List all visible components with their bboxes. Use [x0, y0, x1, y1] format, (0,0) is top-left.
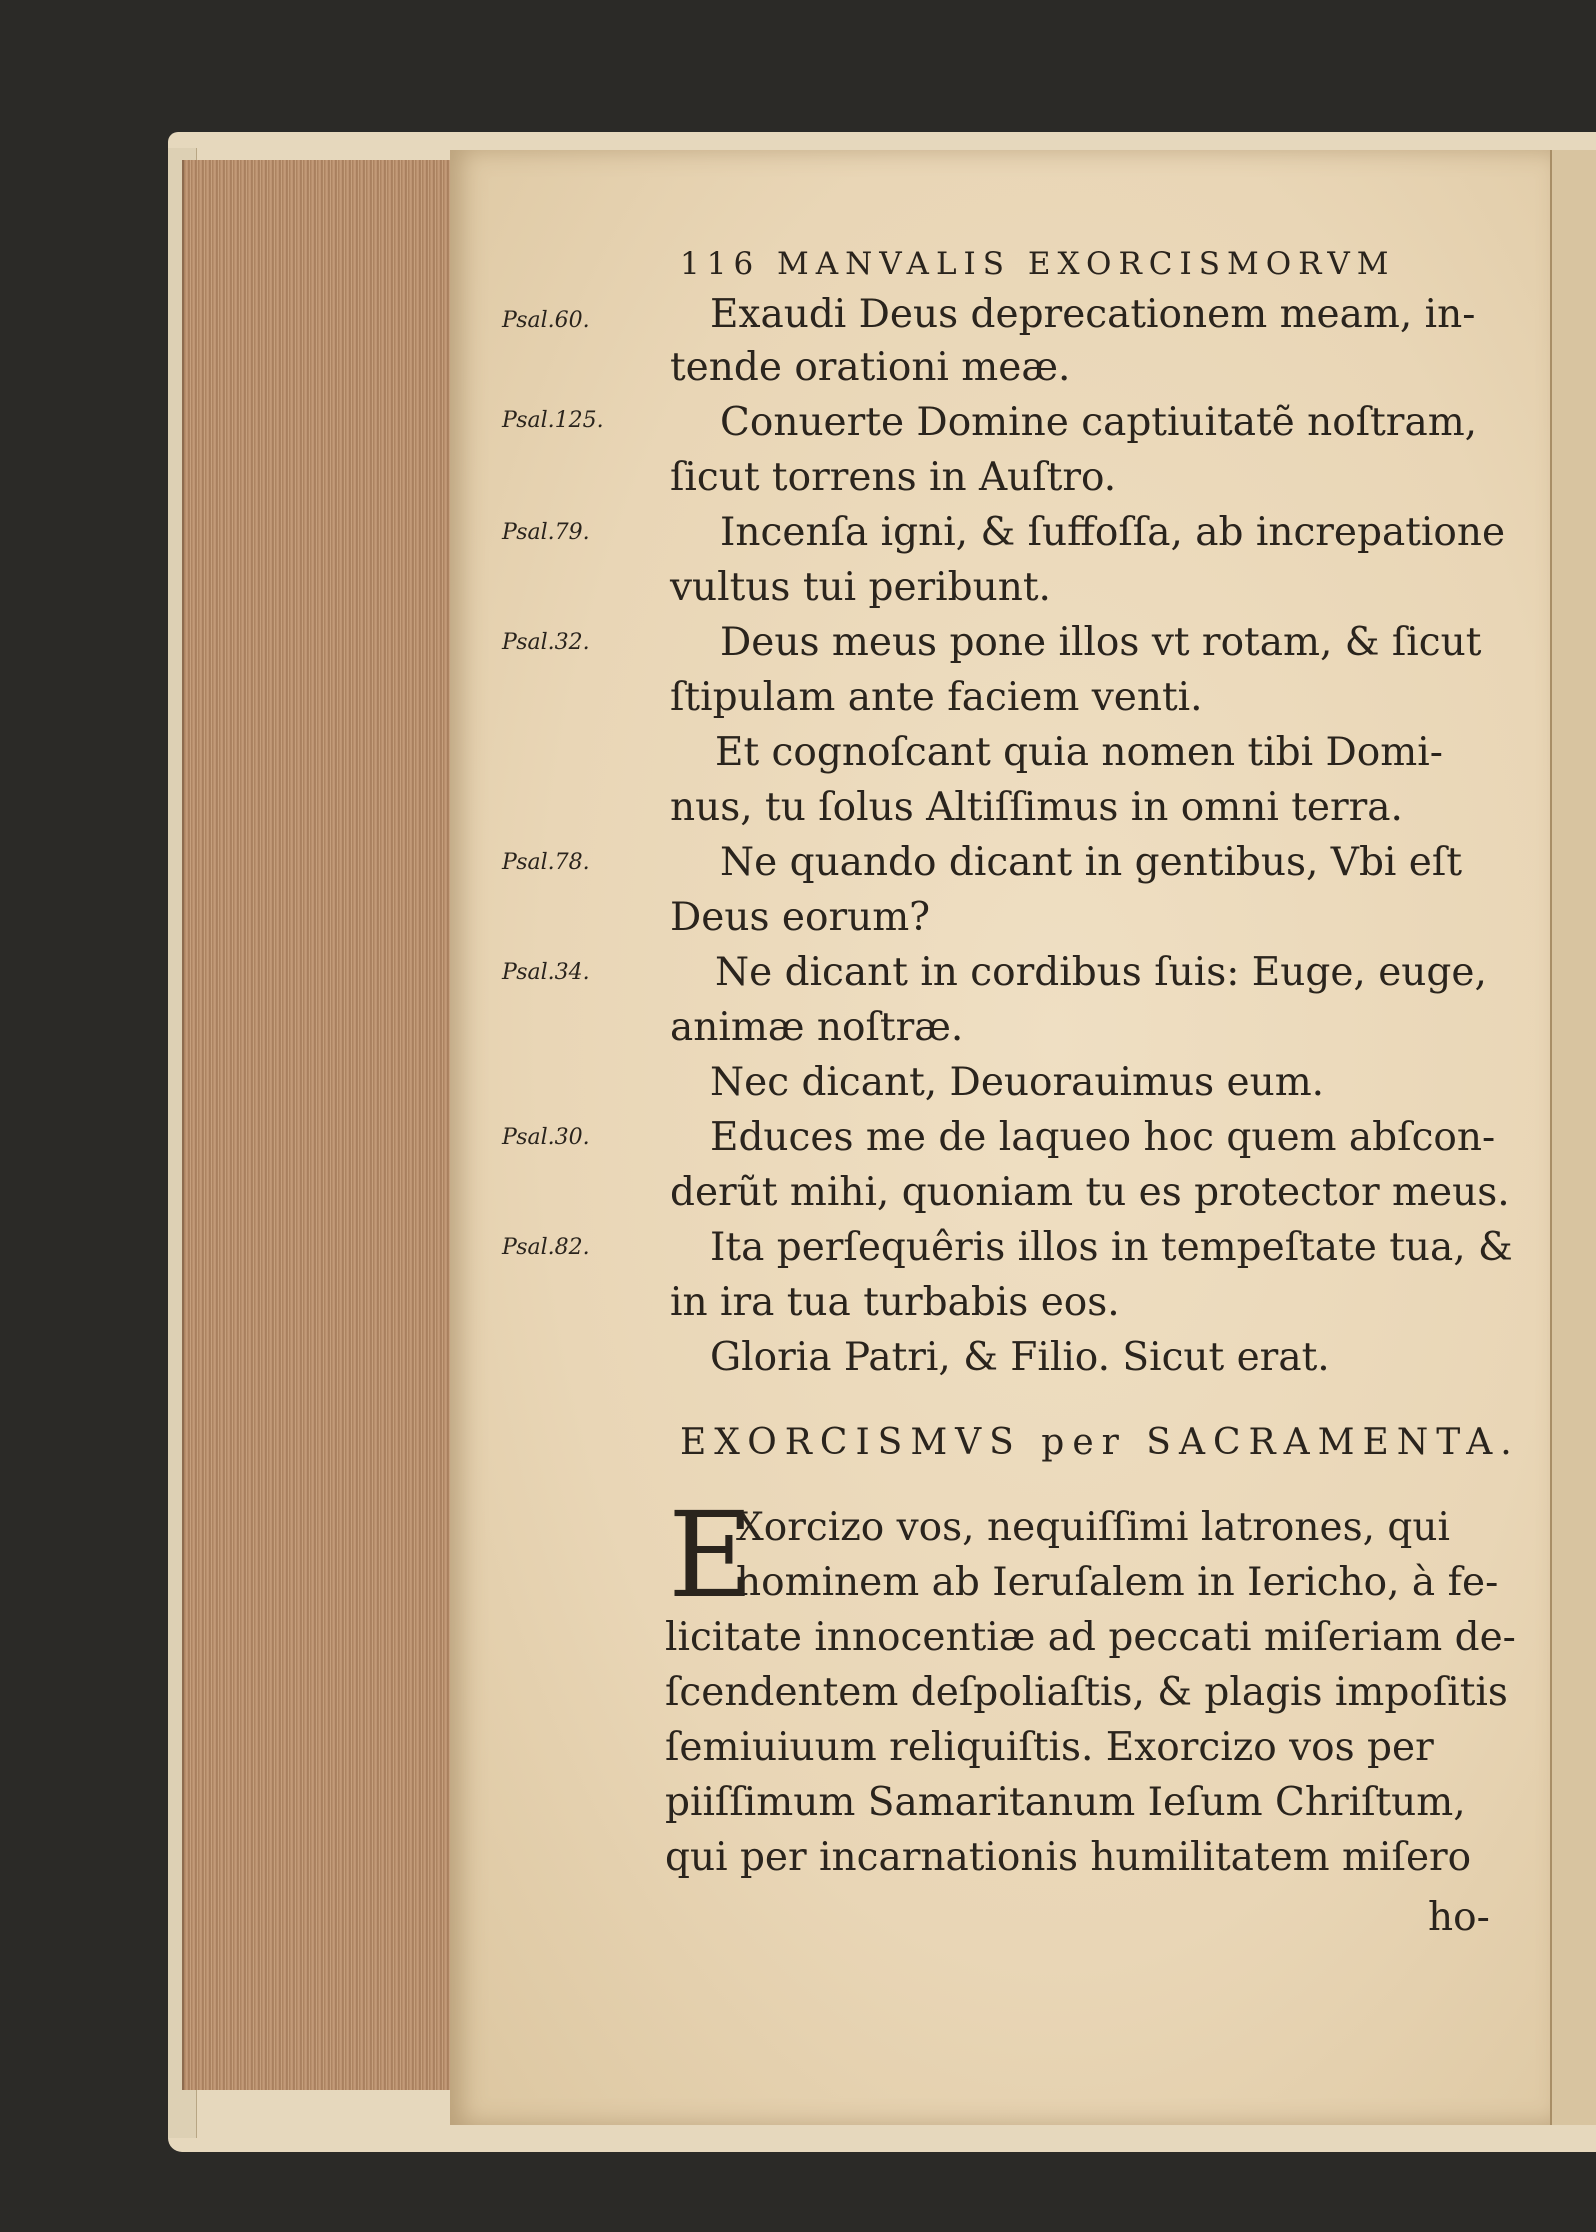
text-line: Ne dicant in cordibus ſuis: Euge, euge, — [715, 950, 1487, 995]
text-line: ſemiuiuum reliquiſtis. Exorcizo vos per — [665, 1725, 1434, 1770]
text-line: hominem ab Ieruſalem in Iericho, à fe- — [736, 1560, 1499, 1605]
margin-ref: Psal.30. — [502, 1125, 590, 1150]
text-line: qui per incarnationis humilitatem miſero — [665, 1835, 1472, 1880]
text-line: Deus eorum? — [670, 895, 931, 940]
margin-ref: Psal.78. — [502, 850, 590, 875]
text-line: Exaudi Deus deprecationem meam, in- — [710, 292, 1476, 337]
text-line: piiſſimum Samaritanum Ieſum Chriſtum, — [665, 1780, 1466, 1825]
text-line: ſcendentem deſpoliaſtis, & plagis impoſitis — [665, 1670, 1508, 1715]
text-line: Et cognoſcant quia nomen tibi Domi- — [715, 730, 1443, 775]
text-line: ſtipulam ante faciem venti. — [670, 675, 1203, 720]
catchword: ho- — [1428, 1895, 1490, 1940]
text-line: Incenſa igni, & ſuffoſſa, ab increpatione — [720, 510, 1506, 555]
text-line: Nec dicant, Deuorauimus eum. — [710, 1060, 1325, 1105]
text-line: Xorcizo vos, nequiſſimi latrones, qui — [736, 1505, 1450, 1550]
text-line: nus, tu ſolus Altiſſimus in omni terra. — [670, 785, 1403, 830]
margin-ref: Psal.60. — [502, 308, 590, 333]
text-line: Educes me de laqueo hoc quem abſcon- — [710, 1115, 1496, 1160]
text-line: derũt mihi, quoniam tu es protector meus. — [670, 1170, 1510, 1215]
text-line: Gloria Patri, & Filio. Sicut erat. — [710, 1335, 1330, 1380]
text-line: licitate innocentiæ ad peccati miſeriam de- — [665, 1615, 1516, 1660]
facing-page-edge — [1550, 150, 1596, 2125]
text-line: ſicut torrens in Auſtro. — [670, 455, 1117, 500]
margin-ref: Psal.79. — [502, 520, 590, 545]
text-line: vultus tui peribunt. — [670, 565, 1051, 610]
text-line: Deus meus pone illos vt rotam, & ſicut — [720, 620, 1482, 665]
drop-cap: E — [668, 1486, 755, 1624]
text-line: Conuerte Domine captiuitatẽ noſtram, — [720, 400, 1478, 445]
running-header: 116 MANVALIS EXORCISMORVM — [680, 246, 1396, 282]
margin-ref: Psal.125. — [502, 408, 604, 433]
section-title: EXORCISMVS per SACRAMENTA. — [680, 1422, 1520, 1463]
margin-ref: Psal.34. — [502, 960, 590, 985]
text-line: in ira tua turbabis eos. — [670, 1280, 1120, 1325]
margin-ref: Psal.32. — [502, 630, 590, 655]
page-block-edge — [182, 160, 474, 2090]
text-line: Ne quando dicant in gentibus, Vbi eſt — [720, 840, 1462, 885]
text-line: Ita perſequêris illos in tempeſtate tua, & — [710, 1225, 1513, 1270]
text-line: animæ noſtræ. — [670, 1005, 964, 1050]
margin-ref: Psal.82. — [502, 1235, 590, 1260]
text-line: tende orationi meæ. — [670, 345, 1071, 390]
